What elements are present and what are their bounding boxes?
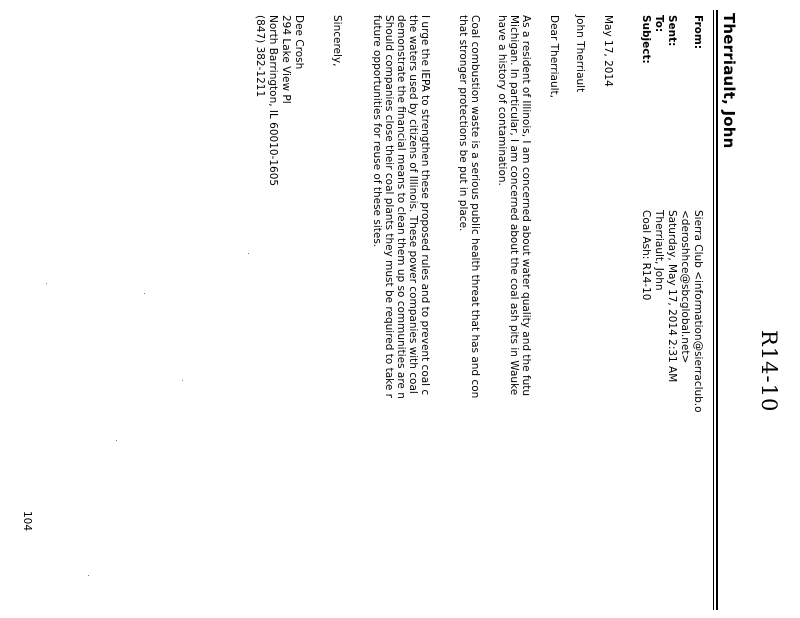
header-rule-thin bbox=[713, 10, 714, 610]
scan-speck bbox=[248, 253, 249, 254]
letter-closing: Sincerely, bbox=[331, 15, 343, 67]
letter-recipient: John Therriault bbox=[574, 15, 586, 93]
page-number: 104 bbox=[21, 511, 33, 532]
header-rule-thick bbox=[716, 10, 718, 610]
paragraph-line: Michigan. In particular, I am concerned about the coal ash pits in Wauke bbox=[508, 15, 520, 396]
from-value-email: <deroshhce@sbcglobal.net> bbox=[679, 210, 691, 364]
from-label: From: bbox=[692, 15, 704, 50]
sent-label: Sent: bbox=[666, 15, 678, 47]
signature-phone: (847) 382-1211 bbox=[254, 15, 266, 98]
sender-name: Therriault, John bbox=[720, 13, 738, 149]
to-value: Therriault, John bbox=[653, 210, 665, 291]
document-id: R14-10 bbox=[757, 330, 781, 413]
paragraph-line: Coal combustion waste is a serious public health threat that has and con bbox=[469, 15, 481, 399]
paragraph-line: Should companies close their coal plants they must be required to take r bbox=[383, 15, 395, 398]
scan-speck bbox=[144, 293, 145, 294]
subject-label: Subject: bbox=[640, 15, 652, 64]
scan-speck bbox=[46, 283, 47, 284]
subject-value: Coal Ash: R14-10 bbox=[640, 210, 652, 301]
paragraph-line: have a history of contamination. bbox=[496, 15, 508, 186]
paragraph-line: I urge the IEPA to strengthen these proposed rules and to prevent coal c bbox=[419, 15, 431, 396]
scan-speck bbox=[116, 440, 117, 441]
paragraph-line: future opportunities for reuse of these sites. bbox=[371, 15, 383, 248]
to-label: To: bbox=[653, 15, 665, 33]
letter-date: May 17, 2014 bbox=[602, 15, 614, 87]
from-value: Sierra Club <information@sierraclub.o bbox=[692, 210, 704, 413]
paragraph-line: demonstrate the financial means to clean them up so communities are n bbox=[395, 15, 407, 399]
paragraph-line: the waters used by citizens of Illinois. These power companies with coal bbox=[407, 15, 419, 394]
paragraph-line: that stronger protections be put in place. bbox=[457, 15, 469, 232]
signature-city: North Barrington, IL 60010-1605 bbox=[267, 15, 279, 187]
signature-name: Dee Crosh bbox=[293, 15, 305, 70]
paragraph-line: As a resident of Illinois, I am concerned about water quality and the futu bbox=[520, 15, 532, 397]
signature-street: 294 Lake View Pl bbox=[280, 15, 292, 104]
letter-salutation: Dear Therriault, bbox=[548, 15, 560, 98]
sent-value: Saturday, May 17, 2014 2:31 AM bbox=[666, 210, 678, 383]
scan-speck bbox=[182, 380, 183, 381]
scan-speck bbox=[88, 575, 89, 576]
